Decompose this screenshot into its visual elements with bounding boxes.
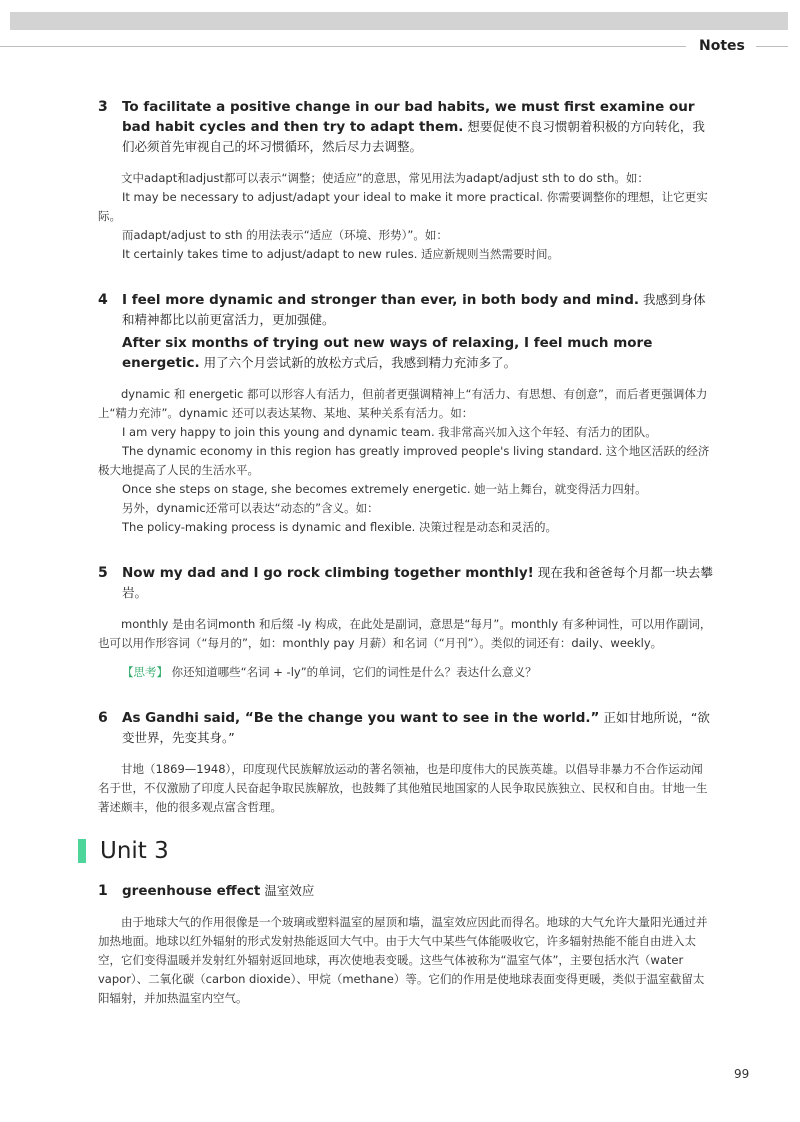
unit-note-item-1 (98, 881, 714, 901)
heading-english: To facilitate a positive change in our bad habits, we must first examine our bad habit cycles and then try to adapt them. (122, 99, 695, 135)
item-heading (122, 563, 714, 603)
heading-english (122, 710, 599, 726)
explanation-block (98, 760, 714, 817)
quote-close: ” (590, 710, 600, 726)
item-heading (122, 333, 714, 373)
quote-text: Be the change you want to see in the world. (253, 710, 591, 726)
page-number: 99 (734, 1067, 750, 1081)
heading-english: greenhouse effect (122, 883, 261, 899)
explanation-text: 另外，dynamic还常可以表达“动态的”含义。如： (122, 501, 379, 515)
heading-chinese: 温室效应 (264, 883, 315, 898)
explanation-block (98, 913, 714, 1008)
page-content (98, 97, 714, 1008)
item-number: 3 (98, 99, 108, 115)
heading-english: After six months of trying out new ways of relaxing, I feel much more energetic. (122, 335, 653, 371)
explanation-text: dynamic 和 energetic 都可以形容人有活力，但前者更强调精神上“有活力、有思想、有创意”，而后者更强调体力上“精力充沛”。dynamic 还可以表达某物、某地、某种关系有活力。如： (98, 387, 708, 420)
note-item-4 (98, 290, 714, 373)
example-sentence: It may be necessary to adjust/adapt your ideal to make it more practical. 你需要调整你的理想，让它更实际。 (98, 190, 708, 223)
note-item-3 (98, 97, 714, 157)
explanation-text: 由于地球大气的作用很像是一个玻璃或塑料温室的屋顶和墙，温室效应因此而得名。地球的大气允许大量阳光通过并加热地面。地球以红外辐射的形式发射热能返回大气中。由于大气中某些气体能吸收它，许多辐射热能不能自由进入太空，它们变得温暖并发射红外辐射返回地球，再次使地表变暖。这些气体被称为“温室气体”，主要包括水汽（water vapor）、二氧化碳（carbon dioxide）、甲烷（methane）等。它们的作用是使地球表面变得更暖，类似于温室截留太阳辐射，并加热温室内空气。 (98, 915, 708, 1005)
explanation-block (98, 169, 714, 264)
explanation-text: 甘地（1869—1948），印度现代民族解放运动的著名领袖，也是印度伟大的民族英雄。以倡导非暴力不合作运动闻名于世，不仅激励了印度人民奋起争取民族解放，也鼓舞了其他殖民地国家的人民争取民族独立、民权和自由。甘地一生著述颇丰，他的很多观点富含哲理。 (98, 762, 708, 814)
quote-intro: As Gandhi said, “ (122, 710, 254, 726)
notes-rule-right (756, 46, 788, 47)
think-tag: 思考 (133, 665, 157, 679)
item-number: 1 (98, 883, 108, 899)
item-heading (122, 290, 714, 330)
think-prompt (98, 663, 714, 682)
example-sentence: I am very happy to join this young and dynamic team. 我非常高兴加入这个年轻、有活力的团队。 (122, 425, 657, 439)
explanation-text: 而adapt/adjust to sth 的用法表示“适应（环境、形势）”。如： (122, 228, 448, 242)
heading-chinese: 用了六个月尝试新的放松方式后，我感到精力充沛多了。 (203, 355, 517, 370)
item-heading (122, 97, 714, 157)
unit-header (78, 837, 714, 865)
explanation-block (98, 385, 714, 537)
note-item-5 (98, 563, 714, 603)
heading-chinese: 现在我和爸爸每个月都一块去攀岩。 (122, 565, 713, 600)
explanation-text: 文中adapt和adjust都可以表示“调整；使适应”的意思，常见用法为adapt/adjust sth to do sth。如： (121, 171, 649, 185)
note-item-6 (98, 708, 714, 748)
notes-label: Notes (699, 38, 745, 54)
example-sentence: Once she steps on stage, she becomes extremely energetic. 她一站上舞台，就变得活力四射。 (122, 482, 647, 496)
top-gray-bar (10, 12, 788, 30)
item-number: 4 (98, 292, 108, 308)
item-number: 5 (98, 565, 108, 581)
explanation-text: monthly 是由名词month 和后缀 -ly 构成，在此处是副词，意思是“每月”。monthly 有多种词性，可以用作副词，也可以用作形容词（“每月的”，如：monthly pay 月薪）和名词（“月刊”）。类似的词还有：daily、weekly。 (98, 617, 712, 650)
heading-chinese: 正如甘地所说，“欲变世界，先变其身。” (122, 710, 710, 745)
example-sentence: The policy-making process is dynamic and flexible. 决策过程是动态和灵活的。 (122, 520, 557, 534)
think-question: 你还知道哪些“名词 + -ly”的单词，它们的词性是什么？表达什么意义？ (171, 665, 537, 679)
item-heading (122, 881, 714, 901)
heading-chinese: 我感到身体和精神都比以前更富活力，更加强健。 (122, 292, 706, 327)
item-number: 6 (98, 710, 108, 726)
heading-english: Now my dad and I go rock climbing together monthly! (122, 565, 534, 581)
unit-accent-bar (78, 839, 86, 863)
explanation-block (98, 615, 714, 682)
unit-title: Unit 3 (100, 838, 169, 864)
think-bracket-left: 【 (122, 665, 134, 679)
item-heading (122, 708, 714, 748)
example-sentence: It certainly takes time to adjust/adapt to new rules. 适应新规则当然需要时间。 (122, 247, 560, 261)
think-bracket-right: 】 (156, 665, 168, 679)
heading-chinese: 想要促使不良习惯朝着积极的方向转化，我们必须首先审视自己的坏习惯循环，然后尽力去调整。 (122, 119, 705, 154)
notes-rule-left (0, 46, 686, 47)
heading-english: I feel more dynamic and stronger than ever, in both body and mind. (122, 292, 639, 308)
example-sentence: The dynamic economy in this region has greatly improved people's living standard. 这个地区活跃的经济极大地提高了人民的生活水平。 (98, 444, 710, 477)
